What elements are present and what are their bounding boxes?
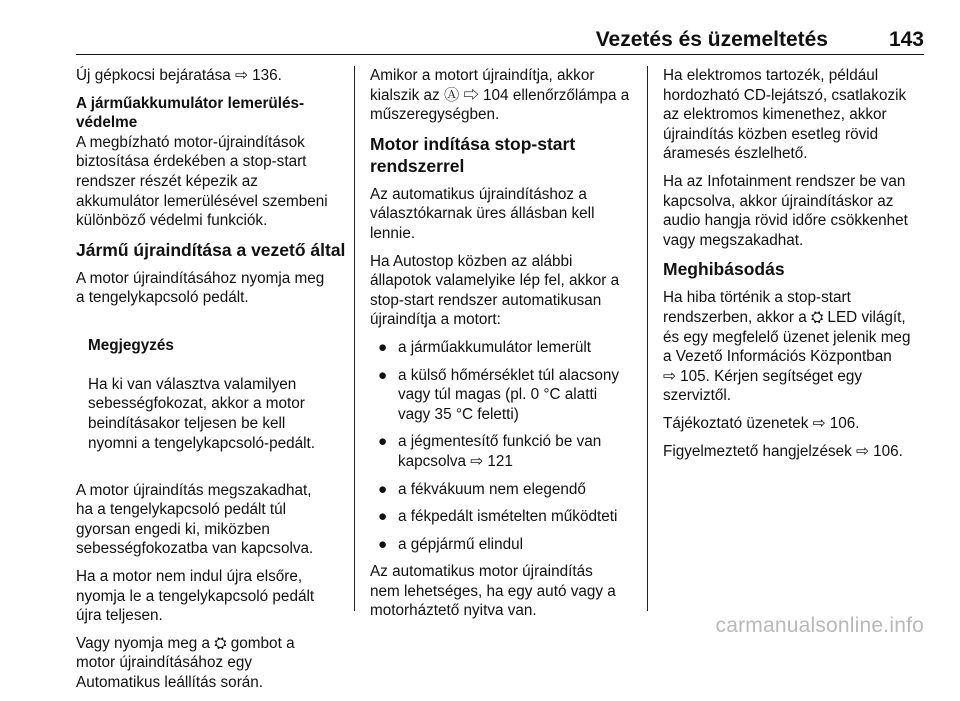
bullet-icon: ● bbox=[378, 338, 388, 356]
page-header bbox=[76, 28, 924, 55]
bullet-icon: ● bbox=[378, 366, 388, 384]
interrupt-text: A motor újraindítás megszakadhat, ha a tengelykapcsoló pedált túl gyorsan engedi ki, miközben sebességfokozatba van kapcsolva. bbox=[76, 481, 314, 558]
heading-battery-protection: A járműakkumulátor lemerülés- védelme bbox=[76, 94, 305, 132]
fail-text: Ha a motor nem indul újra elsőre, nyomja le a tengelykapcsoló pedált újra teljesen. bbox=[76, 568, 315, 625]
heading-auto-start: Motor indítása stop-start rendszerrel bbox=[370, 133, 576, 176]
list-item: ● a jégmentesítő funkció be van kapcsolva ⇨ 121 bbox=[378, 433, 602, 470]
bullet-icon: ● bbox=[378, 508, 388, 526]
restart-lamp-text: Amikor a motort újraindítja, akkor kialszik az Ⓐ ⇨ 104 ellenőrzőlámpa a műszeregységben. bbox=[370, 67, 630, 124]
bullet-icon: ● bbox=[378, 535, 388, 553]
column-divider bbox=[647, 66, 648, 611]
no-restart-text: Az automatikus motor újraindítás nem lehetséges, ha egy autó vagy a motorháztető nyitva van. bbox=[370, 563, 616, 620]
restart-text: A motor újraindításához nyomja meg a tengelykapcsoló pedált. bbox=[76, 269, 325, 307]
list-item: ● a fékvákuum nem elegendő bbox=[378, 480, 586, 498]
conditions-intro: Ha Autostop közben az alábbi állapotok valamelyike lép fel, akkor a stop-start rendszer automatikusan újraindítja a motort: bbox=[370, 252, 620, 329]
page-number: 143 bbox=[888, 28, 924, 51]
chapter-title: Vezetés és üzemeltetés bbox=[595, 28, 828, 51]
column-divider bbox=[354, 66, 355, 611]
bullet-icon: ● bbox=[378, 433, 388, 451]
conditions-list bbox=[370, 338, 640, 554]
column-left bbox=[76, 66, 346, 701]
info-messages-link[interactable]: Tájékoztató üzenetek ⇨ 106. bbox=[663, 414, 860, 432]
list-item: ● a külső hőmérséklet túl alacsony vagy túl magas (pl. 0 °C alatti vagy 35 °C feletti) bbox=[378, 366, 620, 423]
heading-fault: Meghibásodás bbox=[663, 259, 785, 280]
list-item: ● a fékpedált ismételten működteti bbox=[378, 508, 618, 526]
note-box bbox=[88, 316, 346, 473]
column-right bbox=[663, 66, 933, 469]
note-text: Ha ki van választva valamilyen sebességfokozat, akkor a motor beindításakor teljesen be kell nyomni a tengelykapcsoló-pedált. bbox=[88, 375, 316, 452]
button-text: Vagy nyomja meg a ⛭ gombot a motor újraindításához egy Automatikus leállítás során. bbox=[76, 634, 295, 692]
list-item: ● a járműakkumulátor lemerült bbox=[378, 338, 591, 356]
heading-driver-restart: Jármű újraindítása a vezető által bbox=[76, 239, 346, 260]
column-middle bbox=[370, 66, 640, 629]
warning-chimes-link[interactable]: Figyelmeztető hangjelzések ⇨ 106. bbox=[663, 442, 903, 460]
battery-protection-text: A megbízható motor-újraindítások biztosítása érdekében a stop-start rendszer részét képezik az akkumulátor lemerülésével szembeni különböző védelmi funkciók. bbox=[76, 133, 328, 230]
fault-text: Ha hiba történik a stop-start rendszerben, akkor a ⛭ LED világít, és egy megfelelő üzenet jelenik meg a Vezető Információs Központban ⇨ 105. Kérjen segítséget egy szerviztől. bbox=[663, 289, 911, 405]
bullet-icon: ● bbox=[378, 480, 388, 498]
list-item: ● a gépjármű elindul bbox=[378, 535, 524, 553]
infotainment-text: Ha az Infotainment rendszer be van kapcsolva, akkor újraindításkor az audio hangja rövid időre csökkenhet vagy megszakadhat. bbox=[663, 172, 908, 249]
watermark: carmanualsonline.info bbox=[715, 614, 924, 637]
neutral-text: Az automatikus újraindításhoz a választókarnak üres állásban kell lennie. bbox=[370, 185, 595, 242]
electric-accessory-text: Ha elektromos tartozék, például hordozható CD-lejátszó, csatlakozik az elektromos kimenethez, akkor újraindítás közben esetleg rövid áramesés észlelhető. bbox=[663, 67, 907, 163]
note-title: Megjegyzés bbox=[88, 336, 174, 354]
run-in-reference: Új gépkocsi bejáratása ⇨ 136. bbox=[76, 67, 282, 84]
